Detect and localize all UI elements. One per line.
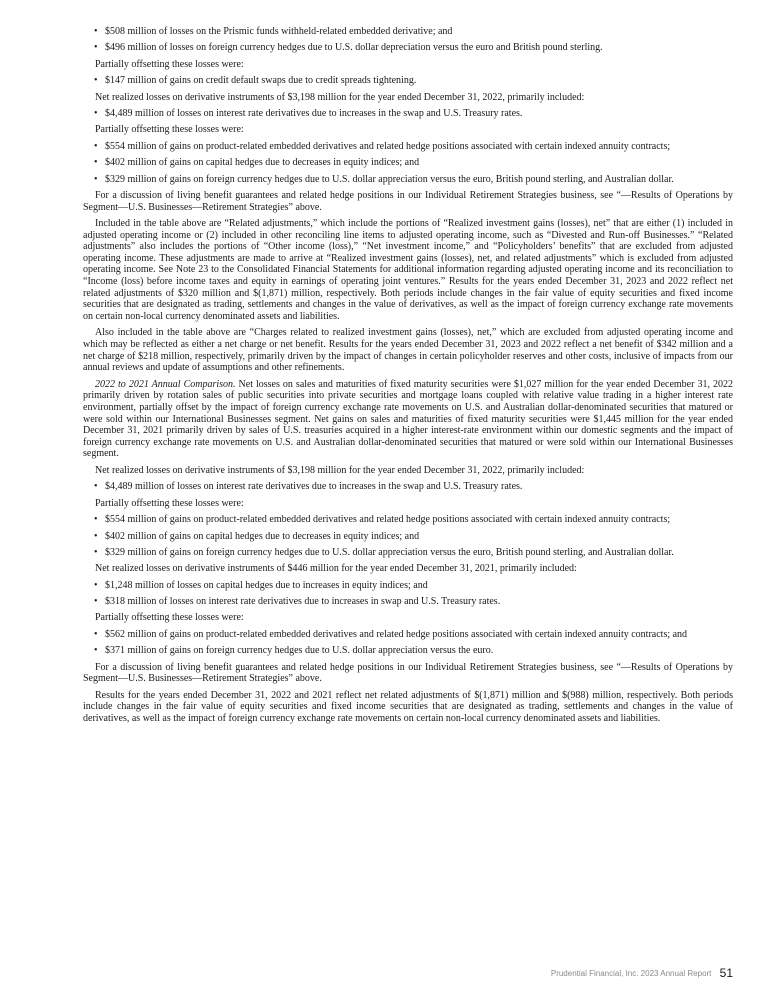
paragraph-text: Partially offsetting these losses were: xyxy=(95,58,244,70)
page-number: 51 xyxy=(719,966,733,980)
lead-in-line xyxy=(83,59,733,71)
body-paragraph xyxy=(83,662,733,685)
paragraph-text: Included in the table above are “Related adjustments,” which include the portions of “Realized investment gains (losses), net” that are either (1) included in adjusted operating income or (2) included in other reconciling line items to adjusted operating income, such as “Divested and Run-off Businesses.” “Related adjustments” also includes the portions of “Other income (loss),” “Net investment income,” and “Policyholders’ benefits” that are excluded from adjusted operating income. These adjustments are made to arrive at “Realized investment gains (losses), net, and related adjustments” which is excluded from adjusted operating income. See Note 23 to the Consolidated Financial Statements for additional information regarding adjusted operating income and its reconciliation to “Income (loss) before income taxes and equity in earnings of operating joint ventures.” Results for the years ended December 31, 2023 and 2022 reflect net related adjustments of $320 million and $(1,871) million, respectively. Both periods include changes in the fair value of equity securities and fixed income securities that are designated as trading, settlements and changes in the value of derivatives, as well as the impact of foreign currency exchange rate movements on certain non-local currency denominated assets and liabilities. xyxy=(83,218,733,322)
bullet-item xyxy=(83,42,733,54)
lead-in-line xyxy=(83,124,733,136)
section-lead: 2022 to 2021 Annual Comparison. xyxy=(95,378,236,390)
paragraph-text: $4,489 million of losses on interest rate derivatives due to increases in the swap and U.S. Treasury rates. xyxy=(105,107,523,119)
paragraph-text: Partially offsetting these losses were: xyxy=(95,497,244,509)
bullet-item xyxy=(83,580,733,592)
paragraph-text: $371 million of gains on foreign currency hedges due to U.S. dollar appreciation versus the euro. xyxy=(105,645,494,657)
paragraph-text: $147 million of gains on credit default swaps due to credit spreads tightening. xyxy=(105,75,417,87)
paragraph-text: $402 million of gains on capital hedges due to decreases in equity indices; and xyxy=(105,530,420,542)
lead-in-line xyxy=(83,465,733,477)
paragraph-text: For a discussion of living benefit guarantees and related hedge positions in our Individual Retirement Strategies business, see “—Results of Operations by Segment—U.S. Businesses—Retirement Strategies” above. xyxy=(83,189,733,213)
bullet-item xyxy=(83,26,733,38)
paragraph-text: $554 million of gains on product-related embedded derivatives and related hedge positions associated with certain indexed annuity contracts; xyxy=(105,140,671,152)
bullet-item xyxy=(83,141,733,153)
paragraph-text: Partially offsetting these losses were: xyxy=(95,612,244,624)
paragraph-text: $4,489 million of losses on interest rate derivatives due to increases in the swap and U.S. Treasury rates. xyxy=(105,481,523,493)
paragraph-text: $329 million of gains on foreign currency hedges due to U.S. dollar appreciation versus the euro, British pound sterling, and Australian dollar. xyxy=(105,546,674,558)
paragraph-text: $318 million of losses on interest rate derivatives due to increases in swap and U.S. Treasury rates. xyxy=(105,596,501,608)
bullet-item xyxy=(83,157,733,169)
bullet-item xyxy=(83,481,733,493)
bullet-item xyxy=(83,645,733,657)
body-paragraph xyxy=(83,327,733,373)
bullet-item xyxy=(83,514,733,526)
paragraph-text: For a discussion of living benefit guarantees and related hedge positions in our Individual Retirement Strategies business, see “—Results of Operations by Segment—U.S. Businesses—Retirement Strategies” above. xyxy=(83,661,733,685)
lead-in-line xyxy=(83,612,733,624)
page-footer xyxy=(551,966,733,980)
report-label: Prudential Financial, Inc. 2023 Annual Report xyxy=(550,969,712,978)
lead-in-line xyxy=(83,498,733,510)
paragraph-text: $329 million of gains on foreign currency hedges due to U.S. dollar appreciation versus the euro, British pound sterling, and Australian dollar. xyxy=(105,173,674,185)
paragraph-text: $508 million of losses on the Prismic funds withheld-related embedded derivative; and xyxy=(105,26,453,37)
bullet-item xyxy=(83,531,733,543)
paragraph-text: $1,248 million of losses on capital hedges due to increases in equity indices; and xyxy=(105,579,428,591)
bullet-item xyxy=(83,174,733,186)
body-paragraph xyxy=(83,218,733,322)
paragraph-text: Partially offsetting these losses were: xyxy=(95,124,244,136)
paragraph-text: $562 million of gains on product-related embedded derivatives and related hedge positions associated with certain indexed annuity contracts; and xyxy=(105,628,688,640)
lead-in-line xyxy=(83,563,733,575)
document-body xyxy=(83,26,733,730)
paragraph-text: Net realized losses on derivative instruments of $3,198 million for the year ended December 31, 2022, primarily included: xyxy=(95,464,585,476)
bullet-item xyxy=(83,75,733,87)
paragraph-text: Also included in the table above are “Charges related to realized investment gains (losses), net,” which are excluded from adjusted operating income and which may be reflected as either a net charge or net benefit. Results for the years ended December 31, 2023 and 2022 reflect a net benefit of $342 million and a net charge of $218 million, respectively, primarily driven by the impact of changes in certain policyholder reserves and other costs, inclusive of impacts from our annual reviews and update of assumptions and other refinements. xyxy=(83,327,733,374)
paragraph-text: $496 million of losses on foreign currency hedges due to U.S. dollar depreciation versus the euro and British pound sterling. xyxy=(105,42,603,54)
body-paragraph xyxy=(83,190,733,213)
paragraph-text: Net realized losses on derivative instruments of $3,198 million for the year ended December 31, 2022, primarily included: xyxy=(95,91,585,103)
paragraph-text: Net realized losses on derivative instruments of $446 million for the year ended December 31, 2021, primarily included: xyxy=(95,563,577,575)
paragraph-text: Results for the years ended December 31, 2022 and 2021 reflect net related adjustments of $(1,871) million and $(988) million, respectively. Both periods include changes in the fair value of equity securities and fixed income securities that are designated as trading, settlements and changes in the value of derivatives, as well as the impact of foreign currency exchange rate movements on certain non-local currency denominated assets and liabilities. xyxy=(83,689,733,725)
body-paragraph xyxy=(83,690,733,725)
bullet-item xyxy=(83,596,733,608)
bullet-item xyxy=(83,547,733,559)
lead-in-line xyxy=(83,92,733,104)
body-paragraph xyxy=(83,379,733,460)
paragraph-text: $402 million of gains on capital hedges due to decreases in equity indices; and xyxy=(105,157,420,169)
bullet-item xyxy=(83,629,733,641)
paragraph-text: $554 million of gains on product-related embedded derivatives and related hedge positions associated with certain indexed annuity contracts; xyxy=(105,514,671,526)
bullet-item xyxy=(83,108,733,120)
paragraph-text: Net losses on sales and maturities of fixed maturity securities were $1,027 million for the year ended December 31, 2022 primarily driven by rotation sales of public securities into private securities and mortgage loans coupled with relative value trading in a higher interest rate environment, partially offset by the impact of foreign currency exchange rate movements on U.S. and Australian dollar-denominated securities that matured or were sold within our International Businesses segment. Net gains on sales and maturities of fixed maturity securities were $1,445 million for the year ended December 31, 2021 primarily driven by sales of U.S. treasuries acquired in a higher interest-rate environment within our domestic segments and the impact of foreign currency exchange rate movements on U.S. and Australian dollar-denominated securities that matured or were sold within our International Businesses segment. xyxy=(83,378,733,460)
